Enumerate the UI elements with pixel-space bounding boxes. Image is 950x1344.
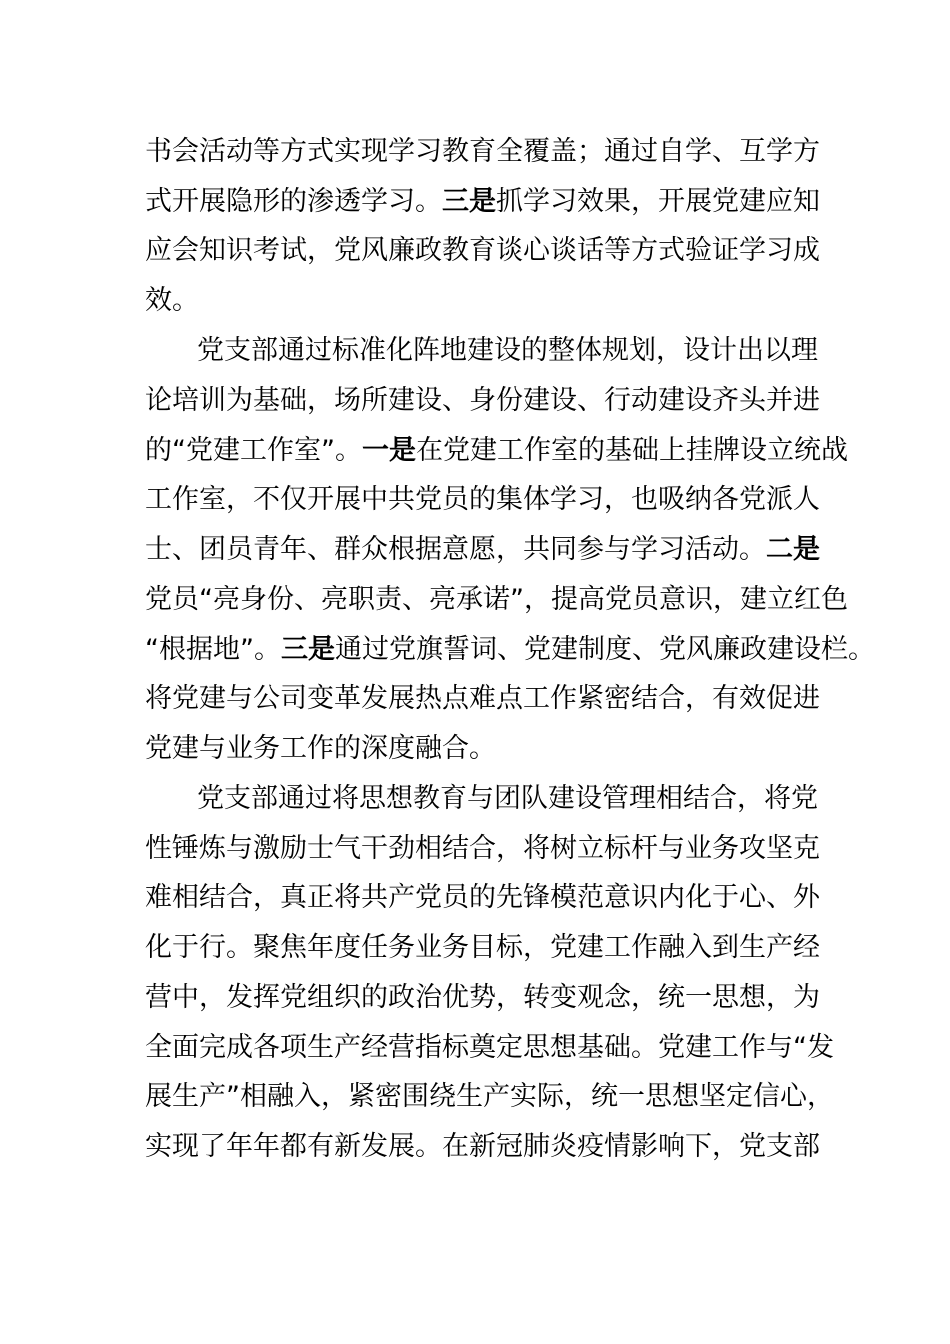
text-line xyxy=(145,182,825,222)
text-run: 抓学习效果，开展党建应知 xyxy=(496,186,820,217)
text-line xyxy=(145,480,825,520)
text-run: 工作室，不仅开展中共党员的集体学习，也吸纳各党派人 xyxy=(145,484,820,515)
text-run: 通过党旗誓词、党建制度、党风廉政建设栏。 xyxy=(334,634,875,665)
text-run: 全面完成各项生产经营指标奠定思想基础。党建工作与“发 xyxy=(145,1032,834,1063)
text-line xyxy=(145,729,825,769)
text-run: 书会活动等方式实现学习教育全覆盖；通过自学、互学方 xyxy=(145,136,820,167)
text-line xyxy=(145,381,825,421)
text-run: 党员“亮身份、亮职责、亮承诺”，提高党员意识，建立红色 xyxy=(145,584,848,615)
text-run: 式开展隐形的渗透学习。 xyxy=(145,186,442,217)
text-run: 化于行。聚焦年度任务业务目标，党建工作融入到生产经 xyxy=(145,932,820,963)
bold-marker: 三是 xyxy=(280,634,335,665)
text-line xyxy=(145,630,875,670)
text-line xyxy=(145,1127,825,1167)
text-line xyxy=(145,281,825,321)
text-line xyxy=(145,231,825,271)
text-run: 性锤炼与激励士气干劲相结合，将树立标杆与业务攻坚克 xyxy=(145,833,820,864)
text-run: 将党建与公司变革发展热点难点工作紧密结合，有效促进 xyxy=(145,683,820,714)
text-run: 应会知识考试，党风廉政教育谈心谈话等方式验证学习成 xyxy=(145,235,820,266)
text-run: 论培训为基础，场所建设、身份建设、行动建设齐头并进 xyxy=(145,385,820,416)
text-line xyxy=(145,878,825,918)
text-run: 士、团员青年、群众根据意愿，共同参与学习活动。 xyxy=(145,534,766,565)
text-line xyxy=(145,580,848,620)
text-run: 难相结合，真正将共产党员的先锋模范意识内化于心、外 xyxy=(145,882,820,913)
text-line xyxy=(145,978,825,1018)
text-line xyxy=(145,679,825,719)
text-run: 营中，发挥党组织的政治优势，转变观念，统一思想，为 xyxy=(145,982,820,1013)
text-run: 在党建工作室的基础上挂牌设立统战 xyxy=(415,435,848,466)
bold-marker: 三是 xyxy=(442,186,496,217)
text-line xyxy=(145,431,848,471)
text-run: “根据地”。 xyxy=(145,634,281,665)
bold-marker: 一是 xyxy=(361,435,416,466)
text-line xyxy=(197,331,877,371)
text-run: 展生产”相融入，紧密围绕生产实际，统一思想坚定信心， xyxy=(145,1081,834,1112)
text-line xyxy=(145,132,825,172)
text-run: 实现了年年都有新发展。在新冠肺炎疫情影响下，党支部 xyxy=(145,1131,820,1162)
text-line xyxy=(145,530,825,570)
text-run: 效。 xyxy=(145,285,199,316)
bold-marker: 二是 xyxy=(766,534,820,565)
text-run: 党支部通过将思想教育与团队建设管理相结合，将党 xyxy=(197,783,818,814)
text-line xyxy=(145,1028,834,1068)
text-line xyxy=(197,779,877,819)
text-line xyxy=(145,829,825,869)
text-line xyxy=(145,928,825,968)
text-line xyxy=(145,1077,834,1117)
text-run: 党建与业务工作的深度融合。 xyxy=(145,733,496,764)
text-run: 党支部通过标准化阵地建设的整体规划，设计出以理 xyxy=(197,335,818,366)
text-run: 的“党建工作室”。 xyxy=(145,435,362,466)
